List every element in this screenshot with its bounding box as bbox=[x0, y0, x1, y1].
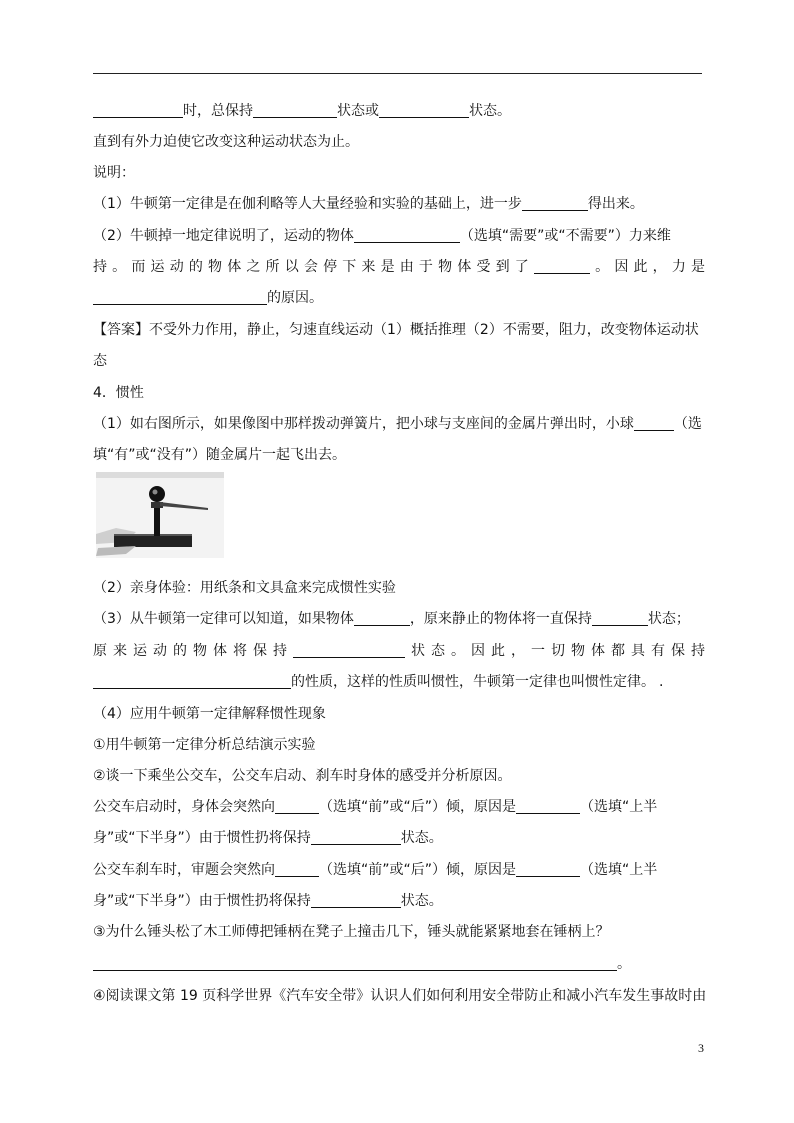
fill-blank bbox=[522, 196, 588, 211]
text-line: 原来运动的物体将保持 状态。因此，一切物体都具有保持 bbox=[93, 643, 705, 659]
fill-blank bbox=[93, 674, 291, 689]
text-line: （1）如右图所示，如果像图中那样拨动弹簧片，把小球与支座间的金属片弹出时，小球 （选 bbox=[93, 416, 702, 432]
text-line: ④阅读课文第 19 页科学世界《汽车安全带》认识人们如何利用安全带防止和减小汽车发生事故时由 bbox=[93, 988, 707, 1004]
fill-blank bbox=[275, 799, 319, 814]
text-line: ③为什么锤头松了木工师傅把锤柄在凳子上撞击几下，锤头就能紧紧地套在锤柄上？ bbox=[93, 924, 610, 940]
fill-blank bbox=[253, 103, 337, 118]
text-line: ②谈一下乘坐公交车，公交车启动、刹车时身体的感受并分析原因。 bbox=[93, 768, 512, 784]
header-rule bbox=[93, 73, 702, 74]
fill-blank bbox=[592, 611, 648, 626]
fill-blank bbox=[93, 290, 267, 305]
text-line: 公交车启动时，身体会突然向 （选填“前”或“后”）倾，原因是 （选填“上半 bbox=[93, 799, 658, 815]
text-line: 。 bbox=[93, 955, 705, 973]
text-line: 身”或“下半身”）由于惯性扔将保持 状态。 bbox=[93, 893, 443, 909]
text-line: 时，总保持 状态或 状态。 bbox=[93, 102, 705, 120]
fill-blank bbox=[275, 862, 319, 877]
text-line: （2）牛顿掉一地定律说明了，运动的物体 （选填“需要”或“不需要”）力来维 bbox=[93, 228, 671, 244]
fill-blank bbox=[311, 893, 401, 908]
fill-blank bbox=[293, 643, 405, 658]
answer-line: 态 bbox=[93, 353, 107, 369]
fill-blank bbox=[534, 259, 590, 274]
text-line: 的性质，这样的性质叫惯性，牛顿第一定律也叫惯性定律。 . bbox=[93, 673, 705, 691]
text-line: 的原因。 bbox=[93, 289, 705, 307]
inertia-apparatus-image bbox=[96, 472, 224, 558]
text-line: 身”或“下半身”）由于惯性扔将保持 状态。 bbox=[93, 830, 443, 846]
text-line: 填“有”或“没有”）随金属片一起飞出去。 bbox=[93, 447, 347, 463]
fill-blank bbox=[516, 862, 580, 877]
answer-blank bbox=[93, 956, 617, 971]
fill-blank bbox=[354, 611, 410, 626]
text-line: （1）牛顿第一定律是在伽利略等人大量经验和实验的基础上，进一步 得出来。 bbox=[93, 196, 644, 212]
text-line: （2）亲身体验：用纸条和文具盒来完成惯性实验 bbox=[93, 580, 396, 596]
text-line: 直到有外力迫使它改变这种运动状态为止。 bbox=[93, 134, 359, 150]
text-line: 公交车刹车时，审题会突然向 （选填“前”或“后”）倾，原因是 （选填“上半 bbox=[93, 862, 658, 878]
answer-line: 【答案】不受外力作用，静止，匀速直线运动（1）概括推理（2）不需要，阻力，改变物体运动状 bbox=[93, 322, 699, 338]
page-number: 3 bbox=[698, 1041, 704, 1055]
fill-blank bbox=[516, 799, 580, 814]
fill-blank bbox=[354, 228, 460, 243]
text-line: 持。而运动的物体之所以会停下来是由于物体受到了 。因此，力是 bbox=[93, 259, 706, 275]
text-line: （4）应用牛顿第一定律解释惯性现象 bbox=[93, 706, 326, 722]
fill-blank bbox=[93, 103, 183, 118]
fill-blank bbox=[634, 416, 674, 431]
section-heading: 4．惯性 bbox=[93, 385, 144, 401]
text-line: 说明： bbox=[93, 165, 135, 181]
text-line: ①用牛顿第一定律分析总结演示实验 bbox=[93, 737, 316, 753]
fill-blank bbox=[379, 103, 469, 118]
text-line: （3）从牛顿第一定律可以知道，如果物体 ，原来静止的物体将一直保持 状态； bbox=[93, 611, 690, 627]
fill-blank bbox=[311, 830, 401, 845]
